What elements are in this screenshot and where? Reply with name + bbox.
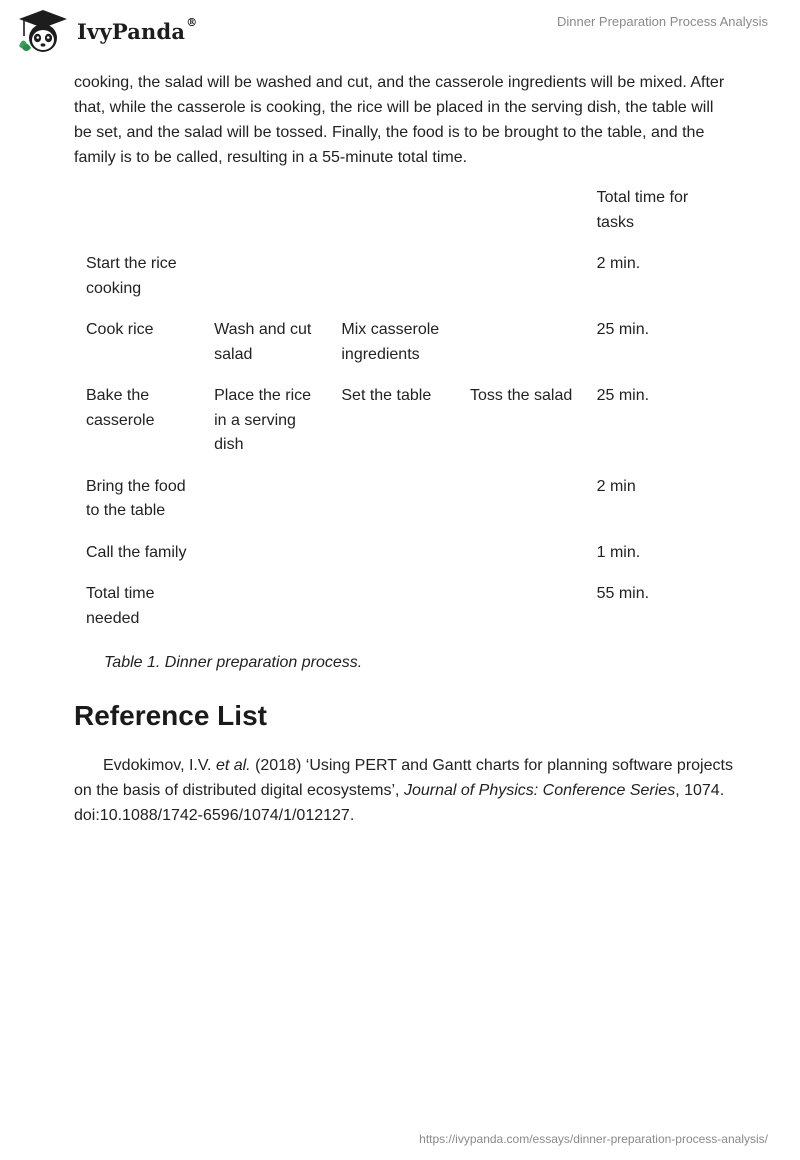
table-cell: 25 min.: [596, 387, 650, 404]
table-cell: [74, 186, 202, 252]
ref-details: , 1074. doi:10.1088/1742-6596/1074/1/012127.: [74, 782, 725, 824]
table-row: [74, 186, 734, 252]
table-cell: 55 min.: [596, 585, 650, 602]
table-row: [74, 318, 734, 384]
table-cell: Bake the casserole: [86, 387, 155, 429]
table-cell: Cook rice: [86, 321, 154, 338]
registered-mark: ®: [186, 15, 198, 29]
reference-entry: [74, 753, 734, 828]
table-cell: [202, 475, 329, 541]
page-header: [0, 0, 800, 62]
table-cell: Set the table: [341, 387, 432, 404]
table-row: [74, 252, 734, 318]
ivypanda-logo[interactable]: [15, 8, 197, 54]
table-cell: [202, 252, 329, 318]
table-cell: [202, 186, 329, 252]
table-row: [74, 541, 734, 583]
ref-et-al: et al.: [215, 757, 251, 774]
logo-text: IvyPanda®: [77, 15, 198, 44]
table-cell: Bring the food to the table: [86, 477, 186, 519]
table-cell: [202, 541, 329, 583]
table-cell: [202, 582, 329, 648]
table-cell: [329, 582, 458, 648]
table-cell: [329, 475, 458, 541]
table-cell: [458, 541, 585, 583]
document-title: Dinner Preparation Process Analysis: [557, 14, 768, 29]
table-cell: 1 min.: [596, 543, 641, 561]
ref-authors: Evdokimov, I.V.: [103, 757, 216, 774]
table-row: [74, 475, 734, 541]
table-cell: Toss the salad: [469, 387, 573, 404]
panda-graduate-icon: [15, 8, 71, 54]
table-cell: [458, 186, 585, 252]
table-cell: Total time needed: [86, 585, 155, 627]
table-cell: Total time for tasks: [596, 189, 689, 231]
table-cell: Mix casserole ingredients: [341, 321, 440, 363]
body-paragraph: cooking, the salad will be washed and cut, and the casserole ingredients will be mixed. After that, while the casserole is cooking, the rice will be placed in the serving dish, the table will be set, and the salad will be tossed. Finally, the food is to be brought to the table, and the family is to be called, resulting in a 55-minute total time.: [74, 74, 725, 166]
table-cell: Wash and cut salad: [214, 321, 312, 363]
main-content: [74, 70, 734, 828]
table-cell: 2 min: [596, 477, 636, 495]
table-cell: [329, 252, 458, 318]
table-caption: Table 1. Dinner preparation process.: [104, 654, 363, 671]
table-cell: [329, 186, 458, 252]
table-cell: 2 min.: [596, 255, 641, 272]
table-cell: Start the rice cooking: [86, 255, 177, 297]
table-cell: [458, 318, 585, 384]
reference-list-heading: Reference List: [74, 700, 267, 731]
table-cell: [329, 541, 458, 583]
ref-journal: Journal of Physics: Conference Series: [403, 782, 676, 799]
footer-url[interactable]: https://ivypanda.com/essays/dinner-preparation-process-analysis/: [419, 1132, 768, 1146]
table-row: [74, 384, 734, 475]
table-cell: Place the rice in a serving dish: [214, 387, 312, 453]
table-row: [74, 582, 734, 648]
table-cell: [458, 252, 585, 318]
ref-title: (2018) ‘Using PERT and Gantt charts for planning software projects on the basis of distributed digital ecosystems’,: [74, 757, 733, 799]
table-cell: [458, 475, 585, 541]
table-cell: 25 min.: [596, 321, 650, 338]
table-cell: [458, 582, 585, 648]
dinner-process-table: [74, 186, 734, 648]
table-cell: Call the family: [86, 543, 187, 561]
